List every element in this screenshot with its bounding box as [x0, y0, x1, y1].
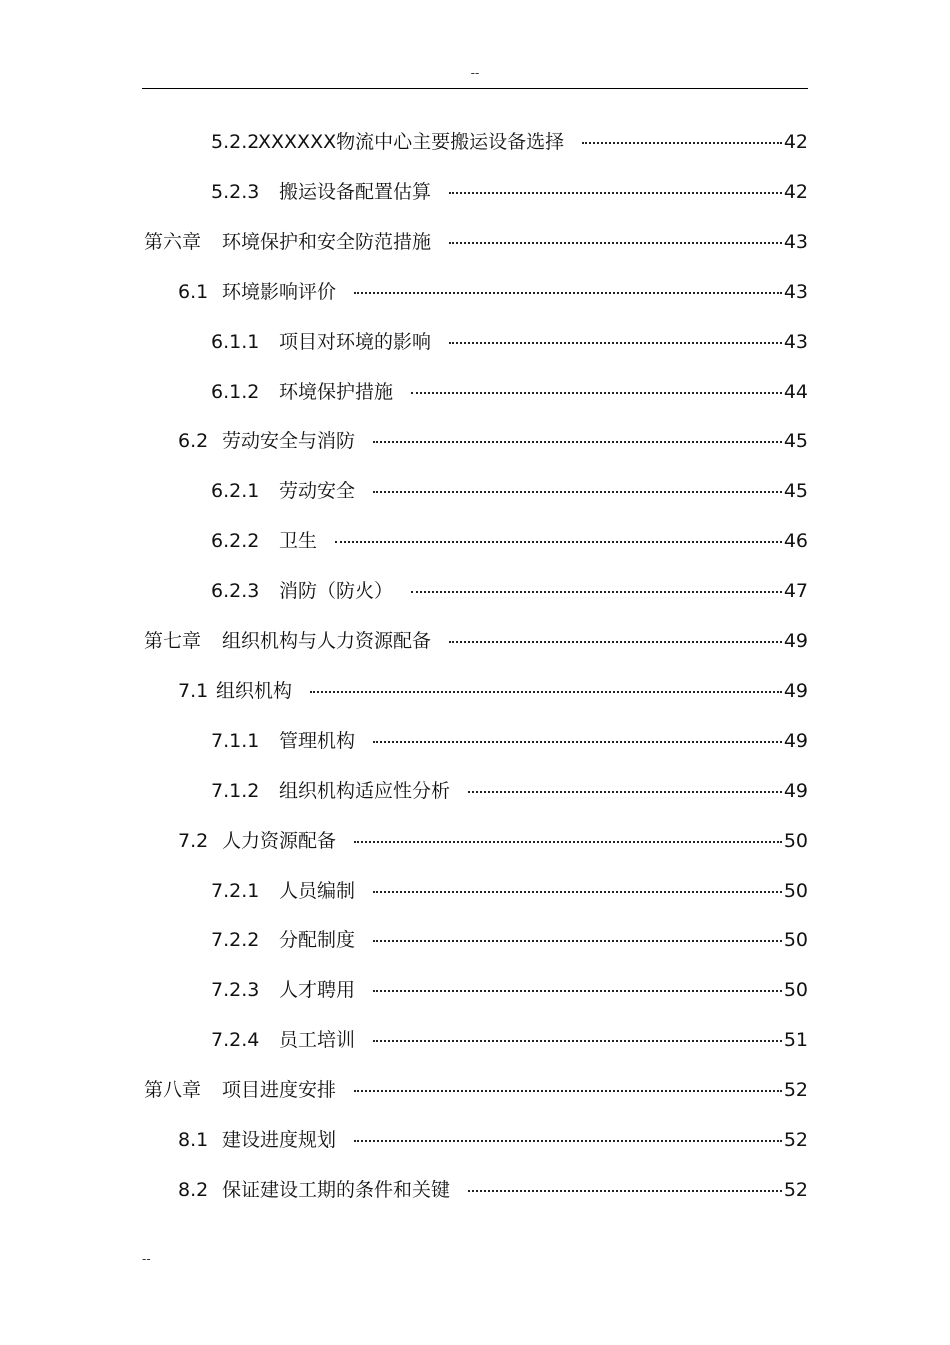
- toc-entry-page-number: 49: [783, 779, 808, 802]
- toc-dot-leader: [411, 392, 782, 394]
- toc-entry-number: 第六章: [144, 230, 202, 253]
- toc-entry-title: 消防（防火）: [279, 580, 394, 603]
- toc-entry-number: 7.2: [178, 829, 209, 852]
- toc-dot-leader: [373, 891, 782, 893]
- toc-entry-page-number: 42: [783, 180, 808, 203]
- toc-entry-title: 环境保护和安全防范措施: [222, 230, 432, 253]
- toc-dot-leader: [449, 192, 782, 194]
- toc-dot-leader: [354, 1090, 782, 1092]
- toc-entry-title: 建设进度规划: [222, 1129, 337, 1151]
- toc-entry[interactable]: [0, 626, 950, 656]
- toc-entry[interactable]: [0, 277, 950, 307]
- toc-entry-number: 8.1: [178, 1129, 209, 1151]
- toc-entry-title: 分配制度: [279, 929, 356, 952]
- toc-entry[interactable]: [0, 576, 950, 606]
- toc-entry-page-number: 45: [783, 430, 808, 453]
- toc-entry-number: 7.2.3: [211, 979, 260, 1002]
- toc-entry[interactable]: [0, 726, 950, 756]
- toc-dot-leader: [449, 242, 782, 244]
- toc-entry-page-number: 43: [783, 330, 808, 353]
- toc-entry[interactable]: [0, 476, 950, 506]
- toc-entry[interactable]: [0, 227, 950, 257]
- toc-entry-page-number: 47: [783, 580, 808, 603]
- toc-dot-leader: [310, 691, 782, 693]
- toc-entry-title: 组织机构与人力资源配备: [222, 630, 432, 652]
- toc-entry-page-number: 46: [783, 530, 808, 553]
- toc-entry[interactable]: [0, 1125, 950, 1155]
- toc-entry-title: 组织机构: [216, 679, 293, 702]
- toc-dot-leader: [354, 841, 782, 843]
- toc-entry-page-number: 43: [783, 280, 808, 303]
- toc-entry-title: XXXXXX物流中心主要搬运设备选择: [258, 131, 565, 153]
- toc-entry[interactable]: [0, 327, 950, 357]
- toc-entry-title: 环境保护措施: [279, 380, 394, 403]
- toc-entry[interactable]: [0, 925, 950, 955]
- toc-entry[interactable]: [0, 426, 950, 456]
- toc-entry-title: 劳动安全: [279, 480, 356, 503]
- toc-entry[interactable]: [0, 526, 950, 556]
- toc-entry-number: 7.2.1: [211, 879, 260, 902]
- toc-entry-title: 项目对环境的影响: [279, 330, 432, 353]
- toc-entry-title: 组织机构适应性分析: [279, 779, 451, 802]
- header-rule: [142, 88, 808, 89]
- toc-entry[interactable]: [0, 826, 950, 856]
- toc-entry-number: 5.2.2: [211, 131, 260, 153]
- page-header-mark: --: [470, 66, 480, 80]
- toc-entry-title: 保证建设工期的条件和关键: [222, 1178, 451, 1201]
- toc-entry[interactable]: [0, 1175, 950, 1205]
- toc-entry-number: 7.2.2: [211, 929, 260, 952]
- toc-entry-number: 5.2.3: [211, 180, 260, 203]
- toc-entry-page-number: 49: [783, 679, 808, 702]
- toc-dot-leader: [411, 591, 782, 593]
- toc-entry-page-number: 49: [783, 630, 808, 652]
- toc-entry-number: 7.1: [178, 679, 209, 702]
- toc-entry-title: 人力资源配备: [222, 829, 337, 852]
- toc-entry[interactable]: [0, 876, 950, 906]
- toc-dot-leader: [354, 1140, 782, 1142]
- toc-dot-leader: [582, 142, 782, 144]
- toc-dot-leader: [468, 1190, 782, 1192]
- toc-entry-page-number: 49: [783, 729, 808, 752]
- toc-dot-leader: [373, 1040, 782, 1042]
- toc-entry[interactable]: [0, 1025, 950, 1055]
- toc-entry-page-number: 50: [783, 979, 808, 1002]
- toc-entry[interactable]: [0, 127, 950, 157]
- toc-dot-leader: [468, 791, 782, 793]
- toc-entry-number: 第七章: [144, 630, 202, 652]
- page-footer-mark: --: [142, 1252, 151, 1266]
- toc-entry-number: 6.2.1: [211, 480, 260, 503]
- toc-entry-title: 人才聘用: [279, 979, 356, 1002]
- toc-entry-page-number: 45: [783, 480, 808, 503]
- toc-entry-title: 卫生: [279, 530, 318, 553]
- toc-entry-number: 6.2: [178, 430, 209, 453]
- toc-entry-page-number: 43: [783, 230, 808, 253]
- toc-entry-title: 环境影响评价: [222, 280, 337, 303]
- toc-entry-page-number: 50: [783, 879, 808, 902]
- toc-dot-leader: [449, 342, 782, 344]
- toc-entry-title: 搬运设备配置估算: [279, 180, 432, 203]
- toc-dot-leader: [373, 491, 782, 493]
- toc-entry-number: 7.2.4: [211, 1029, 260, 1052]
- toc-entry-number: 6.2.2: [211, 530, 260, 553]
- toc-dot-leader: [335, 541, 782, 543]
- toc-entry-number: 6.1.2: [211, 380, 260, 403]
- toc-entry[interactable]: [0, 776, 950, 806]
- toc-entry-number: 7.1.2: [211, 779, 260, 802]
- toc-entry[interactable]: [0, 975, 950, 1005]
- toc-entry-page-number: 50: [783, 929, 808, 952]
- toc-entry-page-number: 44: [783, 380, 808, 403]
- toc-entry-page-number: 52: [783, 1178, 808, 1201]
- toc-dot-leader: [373, 940, 782, 942]
- toc-entry[interactable]: [0, 377, 950, 407]
- toc-entry-number: 7.1.1: [211, 729, 260, 752]
- toc-dot-leader: [373, 441, 782, 443]
- toc-entry-number: 6.1.1: [211, 330, 260, 353]
- toc-entry-page-number: 52: [783, 1129, 808, 1151]
- toc-entry[interactable]: [0, 676, 950, 706]
- toc-entry-page-number: 52: [783, 1079, 808, 1102]
- toc-dot-leader: [373, 741, 782, 743]
- toc-dot-leader: [373, 990, 782, 992]
- toc-entry[interactable]: [0, 1075, 950, 1105]
- toc-entry-title: 项目进度安排: [222, 1079, 337, 1102]
- toc-entry-number: 6.2.3: [211, 580, 260, 603]
- toc-entry-title: 管理机构: [279, 729, 356, 752]
- toc-dot-leader: [354, 292, 782, 294]
- toc-entry-page-number: 50: [783, 829, 808, 852]
- toc-entry-number: 第八章: [144, 1079, 202, 1102]
- toc-entry-page-number: 42: [783, 131, 808, 153]
- toc-entry-title: 员工培训: [279, 1029, 356, 1052]
- toc-entry-title: 人员编制: [279, 879, 356, 902]
- toc-entry-page-number: 51: [783, 1029, 808, 1052]
- toc-dot-leader: [449, 641, 782, 643]
- toc-entry[interactable]: [0, 177, 950, 207]
- toc-entry-title: 劳动安全与消防: [222, 430, 356, 453]
- toc-entry-number: 8.2: [178, 1178, 209, 1201]
- toc-entry-number: 6.1: [178, 280, 209, 303]
